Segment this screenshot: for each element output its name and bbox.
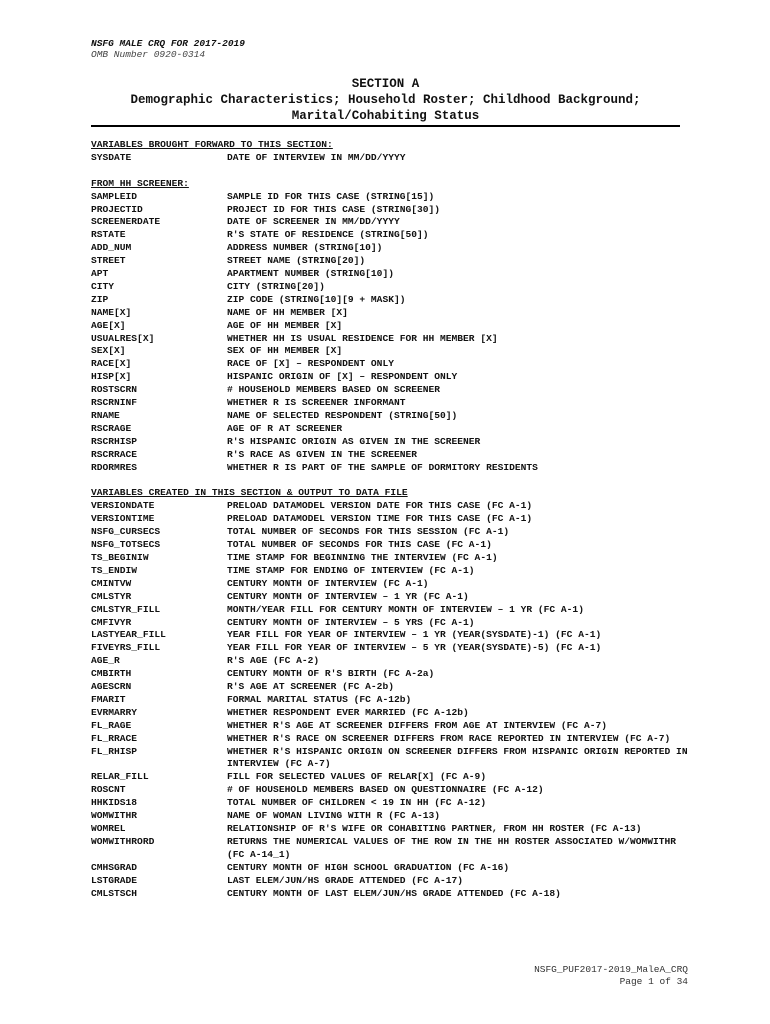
variable-description: # HOUSEHOLD MEMBERS BASED ON SCREENER — [227, 384, 441, 396]
variable-row — [91, 397, 691, 410]
variable-row — [91, 784, 691, 797]
variable-description: R'S AGE (FC A-2) — [227, 655, 320, 667]
variable-row — [91, 539, 691, 552]
variable-description: NAME OF SELECTED RESPONDENT (STRING[50]) — [227, 410, 458, 422]
variable-row — [91, 552, 691, 565]
survey-header: NSFG MALE CRQ FOR 2017-2019 — [91, 38, 245, 49]
section-heading: FROM HH SCREENER: — [91, 177, 189, 189]
variable-name: CITY — [91, 280, 115, 292]
variable-row — [91, 371, 691, 384]
footer-page-number: Page 1 of 34 — [619, 976, 688, 987]
variable-description: CENTURY MONTH OF INTERVIEW (FC A-1) — [227, 577, 429, 589]
variable-name: CMLSTSCH — [91, 887, 138, 899]
variable-row — [91, 565, 691, 578]
variable-name: CMBIRTH — [91, 668, 132, 680]
variable-description: AGE OF R AT SCREENER — [227, 422, 343, 434]
variable-description: NAME OF WOMAN LIVING WITH R (FC A-13) — [227, 810, 441, 822]
variable-row — [91, 707, 691, 720]
variable-description: RETURNS THE NUMERICAL VALUES OF THE ROW IN THE HH ROSTER ASSOCIATED W/WOMWITHR (FC A-14_1) — [227, 835, 677, 860]
variable-description: YEAR FILL FOR YEAR OF INTERVIEW – 1 YR (YEAR(SYSDATE)-1) (FC A-1) — [227, 629, 602, 641]
variable-description: FORMAL MARITAL STATUS (FC A-12b) — [227, 693, 412, 705]
variable-description: CENTURY MONTH OF LAST ELEM/JUN/HS GRADE ATTENDED (FC A-18) — [227, 887, 561, 899]
variable-row — [91, 191, 691, 204]
variable-row — [91, 152, 691, 165]
section-heading: VARIABLES BROUGHT FORWARD TO THIS SECTION: — [91, 139, 333, 150]
variable-row — [91, 810, 691, 823]
variable-name: RELAR_FILL — [91, 771, 149, 783]
variable-name: PROJECTID — [91, 203, 143, 215]
variable-row — [91, 604, 691, 617]
variable-name: TS_ENDIW — [91, 564, 138, 576]
variable-name: CMLSTYR_FILL — [91, 603, 161, 615]
variable-description: WHETHER R IS SCREENER INFORMANT — [227, 397, 406, 409]
variable-name: NSFG_TOTSECS — [91, 539, 161, 551]
page-footer — [534, 964, 688, 988]
variable-name: TS_BEGINIW — [91, 551, 149, 563]
footer-filename: NSFG_PUF2017-2019_MaleA_CRQ — [534, 964, 688, 975]
variable-row — [91, 410, 691, 423]
variable-name: LSTGRADE — [91, 874, 138, 886]
variable-row — [91, 307, 691, 320]
variable-description: WHETHER R IS PART OF THE SAMPLE OF DORMITORY RESIDENTS — [227, 461, 538, 473]
variable-name: ADD_NUM — [91, 242, 132, 254]
variable-row — [91, 333, 691, 346]
variable-name: NAME[X] — [91, 306, 132, 318]
variable-name: CMLSTYR — [91, 590, 132, 602]
variable-description: STREET NAME (STRING[20]) — [227, 255, 366, 267]
variable-row — [91, 268, 691, 281]
variable-row — [91, 229, 691, 242]
variable-row — [91, 358, 691, 371]
variable-row — [91, 720, 691, 733]
variable-row — [91, 681, 691, 694]
variable-name: RSCRHISP — [91, 435, 138, 447]
variable-description: WHETHER HH IS USUAL RESIDENCE FOR HH MEMBER [X] — [227, 332, 498, 344]
variable-row — [91, 384, 691, 397]
variable-name: ZIP — [91, 293, 109, 305]
variable-row — [91, 733, 691, 746]
variable-description: CENTURY MONTH OF INTERVIEW – 5 YRS (FC A-1) — [227, 616, 475, 628]
variable-row — [91, 797, 691, 810]
section-title: SECTION A — [351, 77, 420, 91]
variable-row — [91, 513, 691, 526]
variable-description: FILL FOR SELECTED VALUES OF RELAR[X] (FC A-9) — [227, 771, 487, 783]
variable-description: RELATIONSHIP OF R'S WIFE OR COHABITING PARTNER, FROM HH ROSTER (FC A-13) — [227, 823, 642, 834]
variable-name: CMFIVYR — [91, 616, 132, 628]
variable-row — [91, 746, 691, 772]
variable-name: RNAME — [91, 410, 120, 422]
variable-description: WHETHER R'S HISPANIC ORIGIN ON SCREENER DIFFERS FROM HISPANIC ORIGIN REPORTED IN INTERVIEW (FC A-7) — [227, 745, 688, 770]
section-subtitle-line-1: Demographic Characteristics; Household Roster; Childhood Background; — [130, 93, 641, 107]
variable-name: ROSCNT — [91, 784, 126, 796]
variable-name: FL_RHISP — [91, 745, 138, 757]
variable-name: WOMWITHRORD — [91, 835, 155, 847]
variable-description: WHETHER RESPONDENT EVER MARRIED (FC A-12b) — [227, 706, 469, 718]
variable-name: FL_RAGE — [91, 719, 132, 731]
variable-description: ADDRESS NUMBER (STRING[10]) — [227, 242, 383, 254]
variable-description: TOTAL NUMBER OF SECONDS FOR THIS SESSION (FC A-1) — [227, 526, 510, 538]
variable-row — [91, 591, 691, 604]
variable-row — [91, 642, 691, 655]
variable-description: YEAR FILL FOR YEAR OF INTERVIEW – 5 YR (YEAR(SYSDATE)-5) (FC A-1) — [227, 642, 602, 654]
section-subtitle-line-2: Marital/Cohabiting Status — [291, 109, 480, 123]
variable-row — [91, 462, 691, 475]
variable-row — [91, 888, 691, 901]
section-spacer — [91, 475, 691, 488]
variable-description: DATE OF SCREENER IN MM/DD/YYYY — [227, 216, 400, 228]
variable-name: STREET — [91, 255, 126, 267]
variable-description: R'S STATE OF RESIDENCE (STRING[50]) — [227, 229, 429, 241]
variable-name: HISP[X] — [91, 371, 132, 383]
variable-row — [91, 242, 691, 255]
variable-description: TIME STAMP FOR BEGINNING THE INTERVIEW (FC A-1) — [227, 551, 498, 563]
variable-row — [91, 694, 691, 707]
variable-description: WHETHER R'S AGE AT SCREENER DIFFERS FROM AGE AT INTERVIEW (FC A-7) — [227, 719, 607, 731]
variable-name: USUALRES[X] — [91, 332, 155, 344]
variable-description: CENTURY MONTH OF INTERVIEW – 1 YR (FC A-1) — [227, 590, 469, 602]
omb-number: OMB Number 0920-0314 — [91, 49, 206, 60]
variable-name: WOMWITHR — [91, 810, 138, 822]
variable-description: APARTMENT NUMBER (STRING[10]) — [227, 268, 394, 280]
variable-name: SAMPLEID — [91, 190, 138, 202]
variable-row — [91, 345, 691, 358]
variable-name: NSFG_CURSECS — [91, 526, 161, 538]
variable-description: AGE OF HH MEMBER [X] — [227, 319, 343, 331]
variable-description: WHETHER R'S RACE ON SCREENER DIFFERS FROM RACE REPORTED IN INTERVIEW (FC A-7) — [227, 732, 671, 744]
variable-row — [91, 281, 691, 294]
variable-row — [91, 823, 691, 836]
variable-row — [91, 294, 691, 307]
variable-name: FL_RRACE — [91, 732, 138, 744]
variable-name: SYSDATE — [91, 151, 132, 163]
variable-name: FMARIT — [91, 693, 126, 705]
variable-description: NAME OF HH MEMBER [X] — [227, 306, 348, 318]
variable-row — [91, 320, 691, 333]
variable-list — [91, 139, 691, 900]
variable-description: DATE OF INTERVIEW IN MM/DD/YYYY — [227, 151, 406, 163]
variable-description: CENTURY MONTH OF HIGH SCHOOL GRADUATION (FC A-16) — [227, 861, 510, 873]
variable-name: RSTATE — [91, 229, 126, 241]
variable-name: WOMREL — [91, 823, 126, 834]
variable-description: CENTURY MONTH OF R'S BIRTH (FC A-2a) — [227, 668, 435, 680]
variable-row — [91, 862, 691, 875]
variable-description: # OF HOUSEHOLD MEMBERS BASED ON QUESTIONNAIRE (FC A-12) — [227, 784, 544, 796]
variable-row — [91, 578, 691, 591]
variable-name: RSCRAGE — [91, 422, 132, 434]
variable-name: ROSTSCRN — [91, 384, 138, 396]
variable-description: PROJECT ID FOR THIS CASE (STRING[30]) — [227, 203, 441, 215]
variable-description: R'S AGE AT SCREENER (FC A-2b) — [227, 681, 394, 693]
variable-name: EVRMARRY — [91, 706, 138, 718]
variable-row — [91, 500, 691, 513]
variable-name: RDORMRES — [91, 461, 138, 473]
variable-name: RSCRNINF — [91, 397, 138, 409]
variable-row — [91, 423, 691, 436]
variable-name: SCREENERDATE — [91, 216, 161, 228]
variable-description: PRELOAD DATAMODEL VERSION DATE FOR THIS CASE (FC A-1) — [227, 500, 533, 512]
variable-row — [91, 204, 691, 217]
variable-description: SAMPLE ID FOR THIS CASE (STRING[15]) — [227, 190, 435, 202]
variable-row — [91, 216, 691, 229]
title-divider — [91, 125, 680, 127]
variable-row — [91, 875, 691, 888]
variable-row — [91, 655, 691, 668]
variable-description: CITY (STRING[20]) — [227, 280, 325, 292]
section-spacer — [91, 165, 691, 178]
variable-name: HHKIDS18 — [91, 797, 138, 809]
variable-name: RSCRRACE — [91, 448, 138, 460]
variable-description: TOTAL NUMBER OF SECONDS FOR THIS CASE (FC A-1) — [227, 539, 492, 551]
variable-description: ZIP CODE (STRING[10][9 + MASK]) — [227, 293, 406, 305]
variable-description: SEX OF HH MEMBER [X] — [227, 345, 343, 357]
variable-description: MONTH/YEAR FILL FOR CENTURY MONTH OF INTERVIEW – 1 YR (FC A-1) — [227, 603, 584, 615]
variable-row — [91, 668, 691, 681]
variable-name: VERSIONTIME — [91, 513, 155, 525]
variable-row — [91, 255, 691, 268]
variable-description: TOTAL NUMBER OF CHILDREN < 19 IN HH (FC A-12) — [227, 797, 487, 809]
variable-description: LAST ELEM/JUN/HS GRADE ATTENDED (FC A-17) — [227, 874, 464, 886]
variable-name: APT — [91, 268, 109, 280]
variable-description: R'S HISPANIC ORIGIN AS GIVEN IN THE SCREENER — [227, 435, 481, 447]
variable-name: AGE_R — [91, 655, 120, 667]
variable-name: SEX[X] — [91, 345, 126, 357]
variable-row — [91, 436, 691, 449]
variable-name: CMINTVW — [91, 577, 132, 589]
variable-description: PRELOAD DATAMODEL VERSION TIME FOR THIS CASE (FC A-1) — [227, 513, 533, 525]
variable-name: AGESCRN — [91, 681, 132, 693]
variable-row — [91, 526, 691, 539]
section-heading: VARIABLES CREATED IN THIS SECTION & OUTPUT TO DATA FILE — [91, 487, 408, 499]
variable-description: HISPANIC ORIGIN OF [X] – RESPONDENT ONLY — [227, 371, 458, 383]
variable-name: RACE[X] — [91, 358, 132, 370]
variable-row — [91, 836, 691, 862]
variable-description: RACE OF [X] – RESPONDENT ONLY — [227, 358, 394, 370]
variable-row — [91, 771, 691, 784]
variable-row — [91, 449, 691, 462]
variable-name: AGE[X] — [91, 319, 126, 331]
variable-name: CMHSGRAD — [91, 861, 138, 873]
variable-row — [91, 617, 691, 630]
variable-name: FIVEYRS_FILL — [91, 642, 161, 654]
variable-description: TIME STAMP FOR ENDING OF INTERVIEW (FC A-1) — [227, 564, 475, 576]
variable-name: VERSIONDATE — [91, 500, 155, 512]
variable-description: R'S RACE AS GIVEN IN THE SCREENER — [227, 448, 417, 460]
variable-name: LASTYEAR_FILL — [91, 629, 166, 641]
variable-row — [91, 629, 691, 642]
